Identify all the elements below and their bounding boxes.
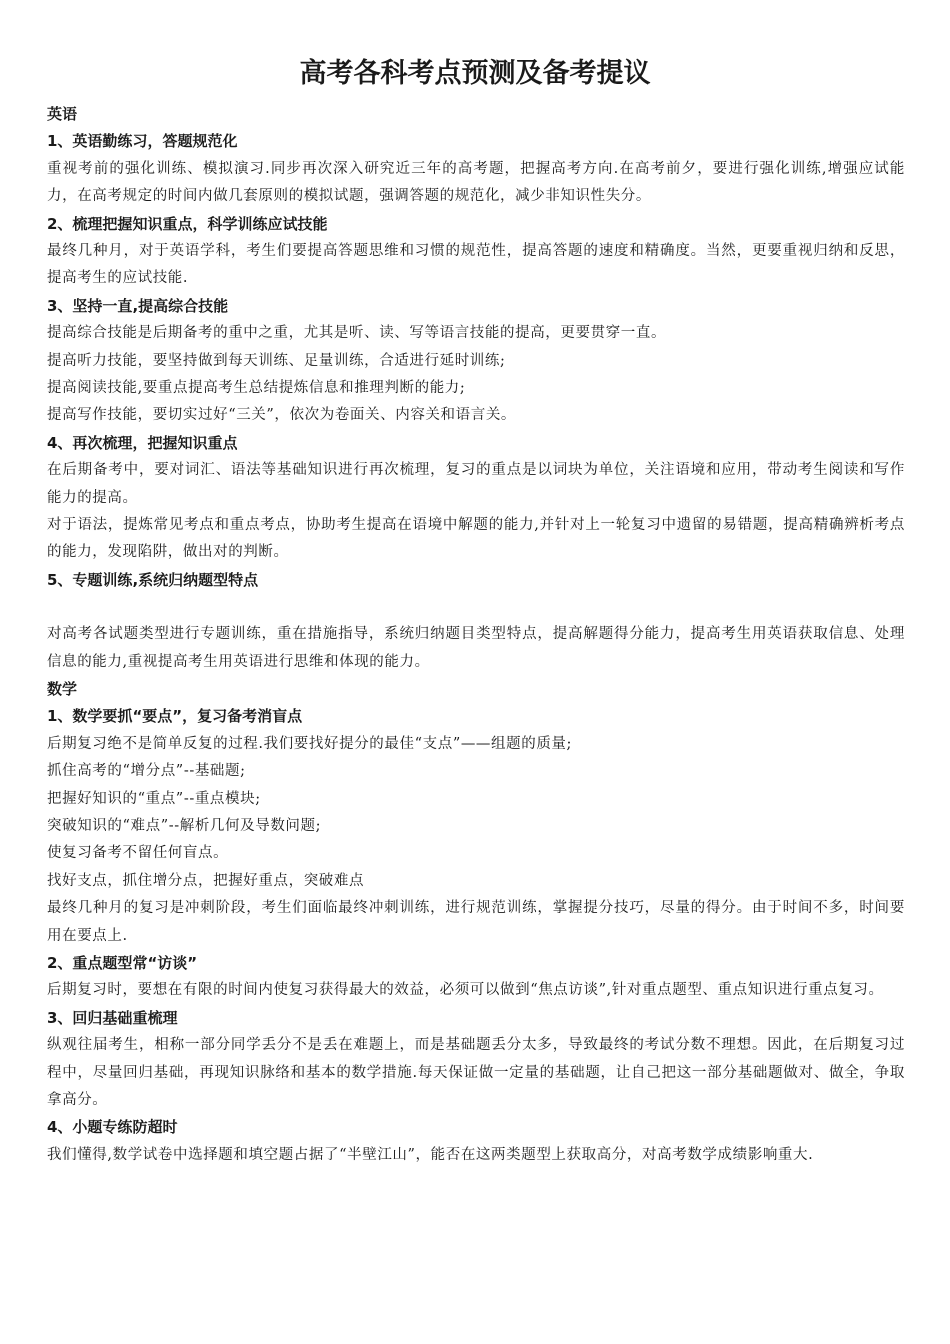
math-heading-3: 3、回归基础重梳理 [47,1008,178,1027]
english-paragraph-3b: 提高听力技能，要坚持做到每天训练、足量训练，合适进行延时训练; [47,352,506,369]
english-paragraph-4a: 在后期备考中，要对词汇、语法等基础知识进行再次梳理，复习的重点是以词块为单位，关注语境和应用，带动考生阅读和写作能力的提高。 [47,462,905,506]
english-heading-4: 4、再次梳理，把握知识重点 [47,433,238,452]
english-paragraph-4b: 对于语法，提炼常见考点和重点考点，协助考生提高在语境中解题的能力,并针对上一轮复习中遗留的易错题，提高精确辨析考点的能力，发现陷阱，做出对的判断。 [47,517,905,561]
math-paragraph-4: 我们懂得,数学试卷中选择题和填空题占据了“半壁江山”，能否在这两类题型上获取高分，对高考数学成绩影响重大. [47,1146,814,1163]
math-section [47,676,905,1169]
document-title: 高考各科考点预测及备考提议 [299,58,651,89]
math-paragraph-1a: 后期复习绝不是简单反复的过程.我们要找好提分的最佳“支点”——组题的质量; [47,735,573,752]
math-paragraph-1c: 把握好知识的“重点”--重点模块; [47,790,261,807]
section-heading-english: 英语 [47,105,78,123]
math-paragraph-1f: 找好支点，抓住增分点，把握好重点，突破难点 [47,872,365,889]
math-heading-1: 1、数学要抓“要点”，复习备考消盲点 [47,707,303,726]
math-paragraph-1g: 最终几种月的复习是冲刺阶段，考生们面临最终冲刺训练，进行规范训练，掌握提分技巧，尽量的得分。由于时间不多，时间要用在要点上. [47,900,905,944]
english-heading-3: 3、坚持一直,提高综合技能 [47,296,229,315]
english-paragraph-1: 重视考前的强化训练、模拟演习.同步再次深入研究近三年的高考题，把握高考方向.在高考前夕，要进行强化训练,增强应试能力，在高考规定的时间内做几套原则的模拟试题，强调答题的规范化，减少非知识性失分。 [47,160,905,205]
english-heading-5: 5、专题训练,系统归纳题型特点 [47,570,259,589]
english-paragraph-2: 最终几种月，对于英语学科，考生们要提高答题思维和习惯的规范性，提高答题的速度和精确度。当然，更要重视归纳和反思，提高考生的应试技能. [47,242,905,287]
english-paragraph-5: 对高考各试题类型进行专题训练，重在措施指导，系统归纳题目类型特点，提高解题得分能力，提高考生用英语获取信息、处理信息的能力,重视提高考生用英语进行思维和体现的能力。 [47,626,905,670]
section-heading-math: 数学 [47,680,78,699]
english-paragraph-3c: 提高阅读技能,要重点提高考生总结提炼信息和推理判断的能力; [47,380,466,396]
english-paragraph-3a: 提高综合技能是后期备考的重中之重，尤其是听、读、写等语言技能的提高，更要贯穿一直。 [47,325,667,342]
english-paragraph-3d: 提高写作技能，要切实过好“三关”，依次为卷面关、内容关和语言关。 [47,407,517,424]
math-paragraph-1b: 抓住高考的“增分点”--基础题; [47,763,246,780]
english-section [47,101,905,676]
english-heading-1: 1、英语勤练习，答题规范化 [47,132,238,151]
document-body [47,101,905,1169]
math-heading-4: 4、小题专练防超时 [47,1118,178,1137]
blank-line [47,594,905,621]
math-paragraph-1e: 使复习备考不留任何盲点。 [47,845,229,862]
math-paragraph-3: 纵观往届考生，相称一部分同学丢分不是丢在难题上，而是基础题丢分太多，导致最终的考试分数不理想。因此，在后期复习过程中，尽量回归基础，再现知识脉络和基本的数学措施.每天保证做一定量的基础题，让自己把这一部分基础题做对、做全，争取拿高分。 [47,1037,905,1109]
math-heading-2: 2、重点题型常“访谈” [47,954,198,973]
math-paragraph-2: 后期复习时，要想在有限的时间内使复习获得最大的效益，必须可以做到“焦点访谈”,针对重点题型、重点知识进行重点复习。 [47,982,884,999]
math-paragraph-1d: 突破知识的“难点”--解析几何及导数问题; [47,818,322,835]
english-heading-2: 2、梳理把握知识重点，科学训练应试技能 [47,214,328,233]
